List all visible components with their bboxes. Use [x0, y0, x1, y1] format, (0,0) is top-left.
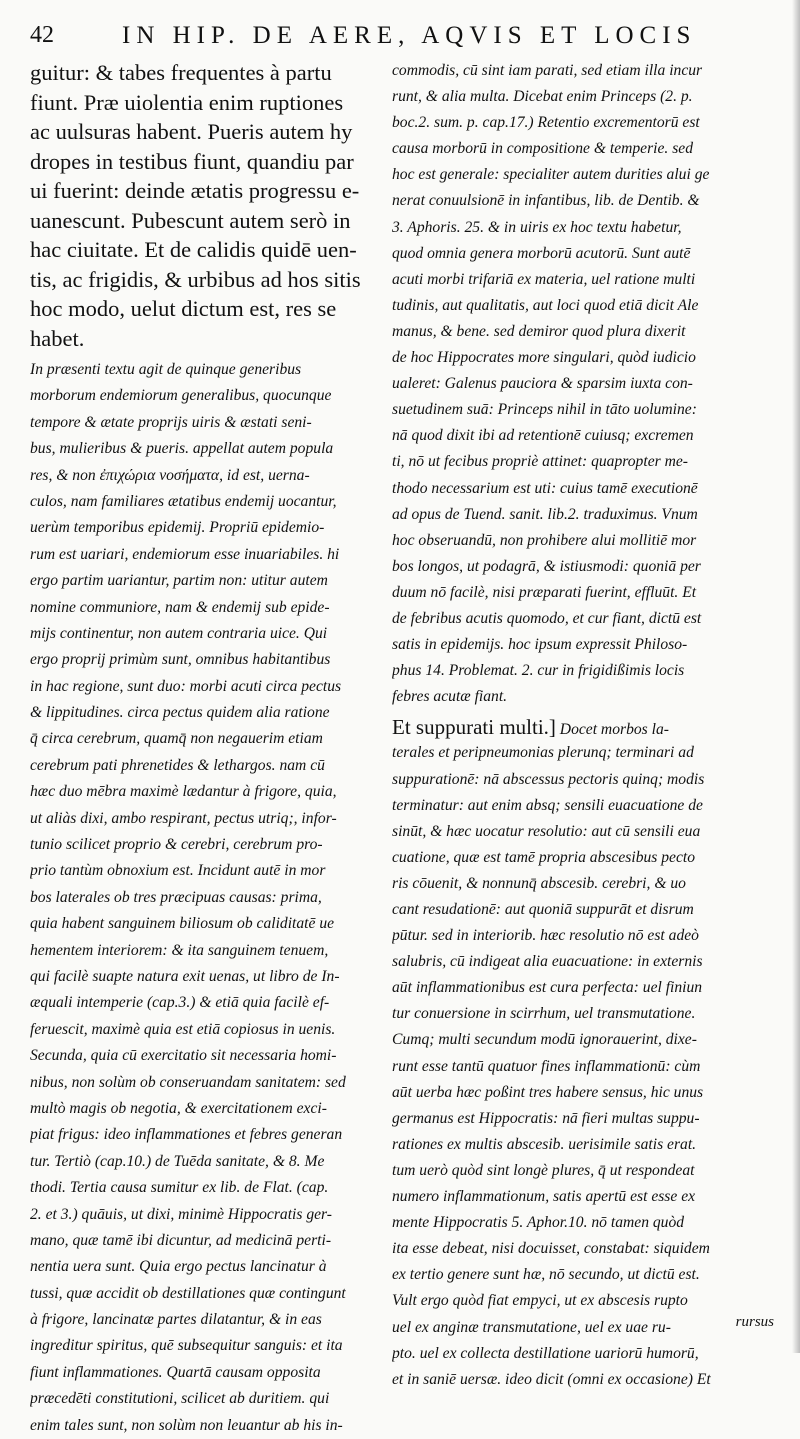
lemma-line: hoc modo, uelut dictum est, res se	[30, 296, 337, 321]
lemma-line: ac uulsuras habent. Pueris autem hy	[30, 119, 353, 144]
text-line: res, & non ἐπιχώρια νοσήματα, id est, uerna-	[30, 466, 310, 484]
text-line: & lippitudines. circa pectus quidem alia ratione	[30, 704, 330, 722]
text-line: cuatione, quæ est tamē propria abscesibus pecto	[392, 848, 696, 866]
text-line: satis in epidemijs. hoc ipsum expressit Philoso-	[392, 636, 688, 654]
text-line: rum est uariari, endemiorum esse inuariabiles. hi	[30, 545, 340, 563]
text-line: duum nō facilè, nisi præparati fuerint, effluūt. Et	[392, 583, 697, 601]
text-line: acuti morbi trifariā ex materia, uel ratione multi	[392, 270, 696, 288]
text-line: nā quod dixit ibi ad retentionē cuiusq; excremen	[392, 427, 694, 445]
text-line: terales et peripneumonias plerunq; terminari ad	[392, 744, 694, 762]
lemma-heading-tail: Docet morbos la-	[555, 721, 669, 739]
text-line: tussi, quæ accidit ob destillationes quæ contingunt	[30, 1284, 346, 1302]
lemma-line: habet.	[30, 325, 85, 351]
text-line: mente Hippocratis 5. Aphor.10. nō tamen quòd	[392, 1214, 685, 1232]
text-line: ingreditur spiritus, quē subsequitur sanguis: et ita	[30, 1337, 343, 1355]
text-line: In præsenti textu agit de quinque generibus	[30, 361, 302, 378]
lemma-line: guitur: & tabes frequentes à partu	[30, 60, 332, 85]
text-line: 3. Aphoris. 25. & in uiris ex hoc textu habetur,	[392, 218, 682, 236]
text-line: de hoc Hippocrates more singulari, quòd iudicio	[392, 349, 696, 367]
text-line: numero inflammationum, satis apertū est esse ex	[392, 1188, 696, 1206]
text-line: à frigore, lancinatæ partes dilatantur, & in eas	[30, 1311, 322, 1329]
text-line: hoc est generale: specialiter autem durities alui ge	[392, 166, 710, 184]
text-line: tur. Tertiò (cap.10.) de Tuēda sanitate, & 8. Me	[30, 1152, 325, 1170]
text-line: runt, & alia multa. Dicebat enim Princeps (2. p.	[392, 88, 693, 106]
text-line: commodis, cū sint iam parati, sed etiam illa incur	[392, 62, 703, 79]
text-line: pto. uel ex collecta destillatione uariorū humorū,	[392, 1344, 699, 1362]
text-line: ex tertio genere sunt hæ, nō secundo, ut dictū est.	[392, 1266, 700, 1284]
text-line: Secunda, quia cū exercitatio sit necessaria homi-	[30, 1047, 337, 1065]
text-line: nentia uera sunt. Quia ergo pectus lancinatur à	[30, 1258, 327, 1276]
text-line: phus 14. Problemat. 2. cur in frigidißimis locis	[392, 662, 685, 680]
lemma-text	[30, 58, 396, 353]
text-line: febres acutæ fiant.	[392, 688, 508, 706]
text-line: bus, mulieribus & pueris. appellat autem popula	[30, 440, 334, 458]
text-line: cant resudationē: aut quoniā suppurāt et disrum	[392, 901, 694, 918]
text-line: multò magis ob negotia, & exercitationem exci-	[30, 1099, 327, 1117]
text-line: germanus est Hippocratis: nā fieri multas suppu-	[392, 1109, 700, 1127]
text-line: bos longos, ut podagrā, & istiusmodi: quoniā per	[392, 557, 701, 575]
text-line: æquali intemperie (cap.3.) & etiā quia facilè ef-	[30, 994, 330, 1012]
text-line: thodi. Tertia causa sumitur ex lib. de Flat. (cap.	[30, 1179, 329, 1197]
lemma-line: tis, ac frigidis, & urbibus ad hos sitis	[30, 266, 361, 292]
text-line: de febribus acutis quomodo, et cur fiant, dictū est	[392, 609, 702, 627]
text-line: uerùm temporibus epidemij. Propriū epidemio-	[30, 519, 325, 537]
lemma-line: fiunt. Præ uiolentia enim ruptiones	[30, 89, 344, 115]
right-column	[392, 58, 777, 1393]
text-line: feruescit, maximè quia est etiā copiosus in uenis.	[30, 1020, 336, 1038]
text-line: qui facilè suapte natura exit uenas, ut libro de In-	[30, 967, 340, 985]
text-line: nerat conuulsionē in infantibus, lib. de Dentib. &	[392, 192, 700, 210]
left-column	[30, 58, 396, 1439]
text-line: ti, nō ut fecibus propriè attinet: quapropter me-	[392, 453, 688, 471]
text-line: boc.2. sum. p. cap.17.) Retentio excrementorū est	[392, 114, 700, 132]
lemma-line: dropes in testibus fiunt, quandiu par	[30, 148, 354, 174]
text-line: terminatur: aut enim absq; sensili euacuatione de	[392, 796, 703, 814]
commentary-text-continued	[392, 58, 777, 710]
lemma-heading-line	[392, 714, 777, 740]
text-line: hæc duo mēbra maximè lædantur à frigore, quia,	[30, 783, 337, 801]
text-line: thodo necessarium est uti: cuius tamē executionē	[392, 479, 698, 497]
text-line: uel ex anginæ transmutatione, uel ex uae ru-	[392, 1318, 671, 1336]
text-line: mijs continentur, non autem contraria uice. Qui	[30, 624, 328, 642]
lemma-heading: Et suppurati multi.]	[392, 715, 556, 740]
text-line: sinūt, & hæc uocatur resolutio: aut cū sensili eua	[392, 822, 701, 840]
text-line: suppurationē: nā abscessus pectoris quinq; modis	[392, 770, 705, 788]
page-number: 42	[30, 22, 54, 48]
text-line: tur conuersione in scirrhum, uel transmutatione.	[392, 1005, 696, 1023]
text-line: aūt inflammationibus est cura perfecta: uel finiun	[392, 979, 703, 997]
text-line: pūtur. sed in interiorib. hæc resolutio nō est adeò	[392, 927, 699, 945]
text-line: tempore & ætate proprijs uiris & æstati seni-	[30, 413, 312, 431]
page-header	[30, 14, 770, 54]
text-line: salubris, cū indigeat alia euacuatione: in externis	[392, 953, 703, 971]
commentary-text	[30, 357, 396, 1439]
lemma-line: ui fuerint: deinde ætatis progressu e-	[30, 178, 360, 203]
text-line: aūt uerba hæc poßint tres habere sensus, hic unus	[392, 1083, 704, 1101]
text-line: ad opus de Tuend. sanit. lib.2. traduximus. Vnum	[392, 505, 698, 523]
text-line: fiunt inflammationes. Quartā causam opposita	[30, 1363, 321, 1381]
text-line: prio tantùm obnoxium est. Incidunt autē in mor	[30, 862, 326, 880]
text-line: causa morborū in compositione & temperie. sed	[392, 140, 694, 158]
running-head: IN HIP. DE AERE, AQVIS ET LOCIS	[122, 22, 697, 49]
text-line: hoc obseruandū, non prohibere alui mollitiē mor	[392, 531, 697, 549]
catchword: rursus	[735, 1314, 774, 1330]
text-line: ergo proprij primùm sunt, omnibus habitantibus	[30, 651, 331, 669]
text-line: ita esse debeat, nisi docuisset, constabat: siquidem	[392, 1240, 710, 1258]
text-line: hementem interiorem: & ita sanguinem tenuem,	[30, 941, 329, 959]
text-line: enim tales sunt, non solùm non leuantur ab his in-	[30, 1416, 343, 1434]
text-line: Vult ergo quòd fiat empyci, ut ex abscesis rupto	[392, 1292, 688, 1310]
text-line: quia habent sanguinem biliosum ob caliditatē ue	[30, 915, 335, 933]
lemma-section	[392, 714, 777, 1392]
text-line: cerebrum pati phrenetides & lethargos. nam cū	[30, 756, 325, 774]
text-line: et in saniē uersæ. ideo dicit (omni ex occasione) Et	[392, 1370, 711, 1388]
text-line: 2. et 3.) quāuis, ut dixi, minimè Hippocratis ger-	[30, 1205, 332, 1223]
text-line: ut aliàs dixi, ambo respirant, pectus utriq;, infor-	[30, 809, 337, 827]
text-line: manus, & bene. sed demiror quod plura dixerit	[392, 322, 686, 340]
text-line: tudinis, aut qualitatis, aut loci quod etiā dicit Ale	[392, 296, 699, 314]
text-line: præcedēti constitutioni, scilicet ab duritiem. qui	[30, 1390, 330, 1408]
text-line: nomine communiore, nam & endemij sub epide-	[30, 598, 330, 616]
text-line: rationes ex multis abscesib. uerisimile satis erat.	[392, 1135, 697, 1153]
lemma-line: uanescunt. Pubescunt autem serò in	[30, 207, 351, 233]
text-line: tunio scilicet proprio & cerebri, cerebrum pro-	[30, 836, 323, 854]
text-line: bos laterales ob tres præcipuas causas: prima,	[30, 888, 322, 906]
text-line: nibus, non solùm ob conseruandam sanitatem: sed	[30, 1073, 346, 1091]
text-line: quod omnia genera morborū acutorū. Sunt autē	[392, 244, 691, 262]
text-line: ris cōuenit, & nonnunq̄ abscesib. cerebri, & uo	[392, 874, 686, 892]
text-line: suetudinem suā: Princeps nihil in tāto uolumine:	[392, 401, 697, 419]
text-line: culos, nam familiares ætatibus endemij uocantur,	[30, 492, 337, 510]
lemma-commentary	[392, 740, 777, 1392]
text-line: Cumq; multi secundum modū ignorauerint, dixe-	[392, 1031, 697, 1049]
text-line: ualeret: Galenus pauciora & sparsim iuxta con-	[392, 375, 693, 393]
text-line: in hac regione, sunt duo: morbi acuti circa pectus	[30, 677, 342, 695]
text-line: q̄ circa cerebrum, quamq̄ non negauerim etiam	[30, 730, 323, 748]
text-line: runt esse tantū quatuor fines inflammationū: cùm	[392, 1057, 701, 1075]
text-line: tum uerò quòd sint longè plures, q̄ ut respondeat	[392, 1161, 695, 1179]
lemma-line: hac ciuitate. Et de calidis quidē uen-	[30, 237, 357, 262]
text-line: morborum endemiorum generalibus, quocunque	[30, 387, 332, 405]
text-line: ergo partim uariantur, partim non: utitur autem	[30, 572, 328, 590]
text-line: piat frigus: ideo inflammationes et febres generan	[30, 1126, 343, 1144]
page-edge-shadow	[792, 0, 800, 1353]
text-line: mano, quæ tamē ibi dicuntur, ad medicinā perti-	[30, 1231, 332, 1249]
